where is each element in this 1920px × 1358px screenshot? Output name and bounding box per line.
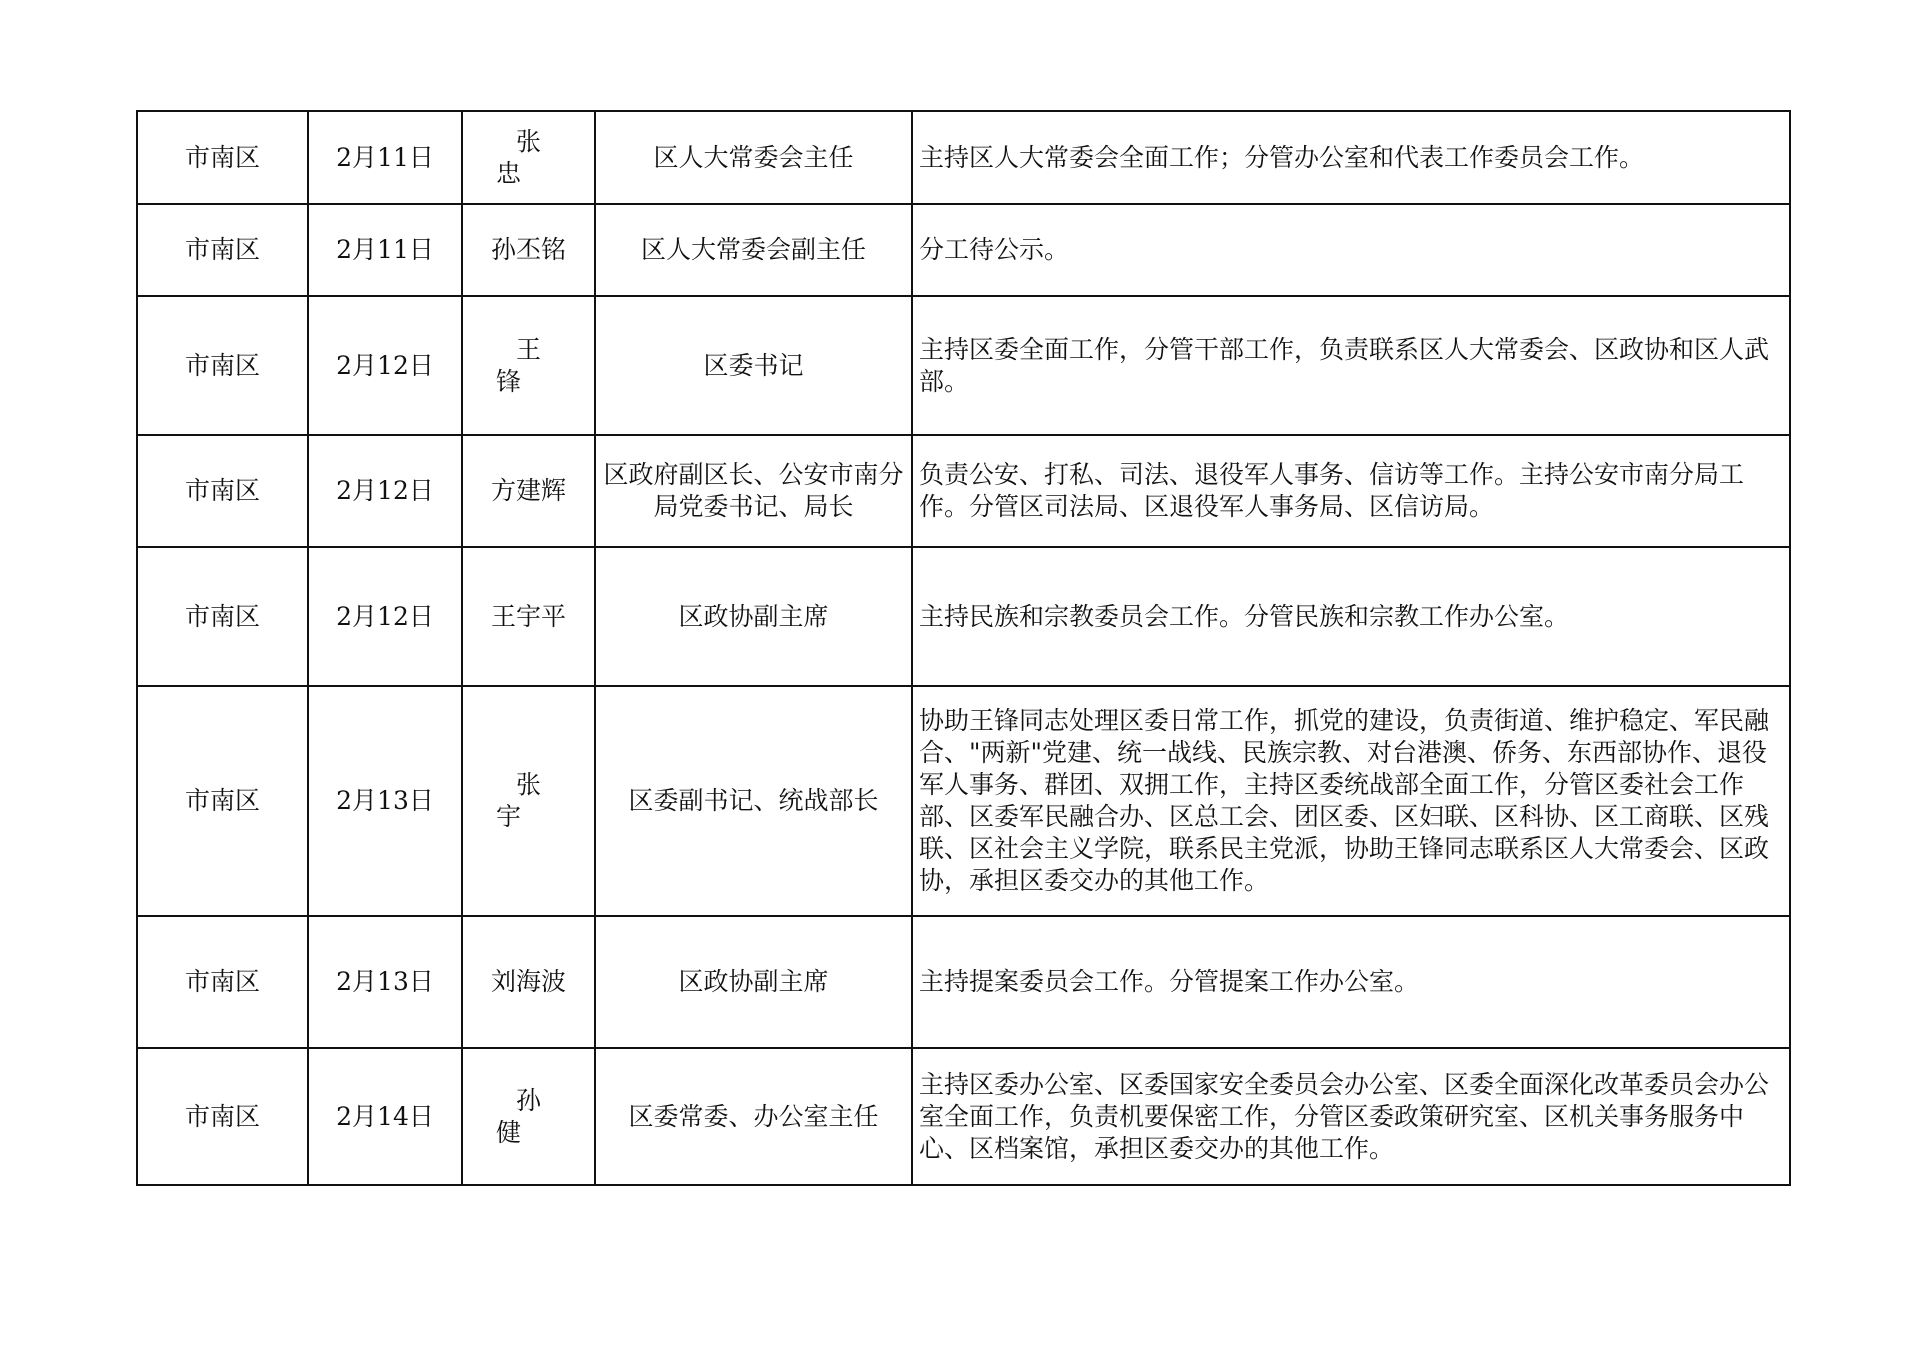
- duties-cell: 分工待公示。: [912, 204, 1790, 296]
- position-cell: 区政府副区长、公安市南分局党委书记、局长: [595, 435, 912, 547]
- position-cell: 区委常委、办公室主任: [595, 1048, 912, 1185]
- position-cell: 区人大常委会主任: [595, 111, 912, 204]
- person-name: 王锋: [495, 334, 581, 396]
- name-cell: [462, 916, 595, 1048]
- date-cell: 2月12日: [308, 296, 462, 435]
- date-cell: 2月12日: [308, 547, 462, 686]
- district-cell: 市南区: [137, 916, 308, 1048]
- appointment-table: [136, 110, 1791, 1186]
- person-name: 刘海波: [490, 967, 566, 996]
- table-row: [137, 435, 1790, 547]
- name-cell: [462, 547, 595, 686]
- duties-cell: 协助王锋同志处理区委日常工作，抓党的建设，负责街道、维护稳定、军民融合、"两新"党建、统一战线、民族宗教、对台港澳、侨务、东西部协作、退役军人事务、群团、双拥工作，主持区委统战部全面工作，分管区委社会工作部、区委军民融合办、区总工会、团区委、区妇联、区科协、区工商联、区残联、区社会主义学院，联系民主党派，协助王锋同志联系区人大常委会、区政协，承担区委交办的其他工作。: [912, 686, 1790, 916]
- district-cell: 市南区: [137, 204, 308, 296]
- date-cell: 2月13日: [308, 916, 462, 1048]
- person-name: 方建辉: [490, 476, 566, 505]
- duties-cell: 负责公安、打私、司法、退役军人事务、信访等工作。主持公安市南分局工作。分管区司法局、区退役军人事务局、区信访局。: [912, 435, 1790, 547]
- position-cell: 区委副书记、统战部长: [595, 686, 912, 916]
- duties-cell: 主持民族和宗教委员会工作。分管民族和宗教工作办公室。: [912, 547, 1790, 686]
- position-cell: 区委书记: [595, 296, 912, 435]
- duties-cell: 主持提案委员会工作。分管提案工作办公室。: [912, 916, 1790, 1048]
- district-cell: 市南区: [137, 1048, 308, 1185]
- date-cell: 2月13日: [308, 686, 462, 916]
- person-name: 张宇: [495, 770, 581, 831]
- name-cell: [462, 296, 595, 435]
- date-cell: 2月11日: [308, 111, 462, 204]
- table-row: [137, 1048, 1790, 1185]
- table-row: [137, 296, 1790, 435]
- table-row: [137, 916, 1790, 1048]
- name-cell: [462, 1048, 595, 1185]
- date-cell: 2月12日: [308, 435, 462, 547]
- district-cell: 市南区: [137, 111, 308, 204]
- person-name: 孙丕铭: [490, 235, 566, 264]
- name-cell: [462, 435, 595, 547]
- district-cell: 市南区: [137, 686, 308, 916]
- position-cell: 区人大常委会副主任: [595, 204, 912, 296]
- name-cell: [462, 111, 595, 204]
- district-cell: 市南区: [137, 547, 308, 686]
- person-name: 张忠: [495, 126, 581, 188]
- table-row: [137, 204, 1790, 296]
- name-cell: [462, 204, 595, 296]
- district-cell: 市南区: [137, 296, 308, 435]
- duties-cell: 主持区人大常委会全面工作；分管办公室和代表工作委员会工作。: [912, 111, 1790, 204]
- table-row: [137, 547, 1790, 686]
- person-name: 王宇平: [490, 601, 566, 631]
- table-row: [137, 111, 1790, 204]
- name-cell: [462, 686, 595, 916]
- date-cell: 2月14日: [308, 1048, 462, 1185]
- duties-cell: 主持区委办公室、区委国家安全委员会办公室、区委全面深化改革委员会办公室全面工作，负责机要保密工作，分管区委政策研究室、区机关事务服务中心、区档案馆，承担区委交办的其他工作。: [912, 1048, 1790, 1185]
- duties-cell: 主持区委全面工作，分管干部工作，负责联系区人大常委会、区政协和区人武部。: [912, 296, 1790, 435]
- position-cell: 区政协副主席: [595, 916, 912, 1048]
- position-cell: 区政协副主席: [595, 547, 912, 686]
- district-cell: 市南区: [137, 435, 308, 547]
- person-name: 孙健: [495, 1085, 581, 1147]
- table-row: [137, 686, 1790, 916]
- appointment-table-sheet: [136, 110, 1789, 1186]
- date-cell: 2月11日: [308, 204, 462, 296]
